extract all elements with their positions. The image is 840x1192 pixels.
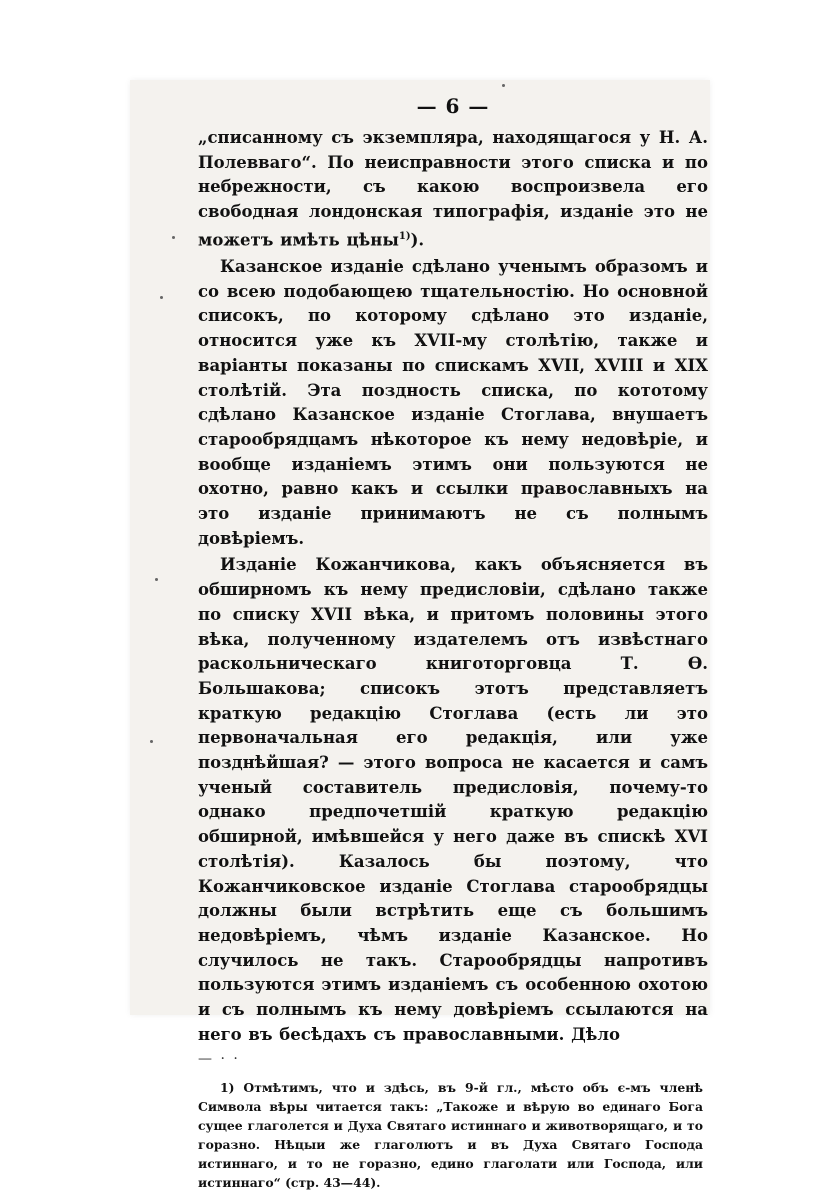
footnote <box>198 1078 703 1192</box>
document-page <box>198 92 708 1192</box>
scan-speck <box>155 578 158 581</box>
scan-speck <box>160 296 163 299</box>
page-number: — 6 — <box>416 94 490 118</box>
scan-speck <box>502 84 505 87</box>
footnote-reference: 1) <box>398 230 411 242</box>
cutoff-line: — · · <box>198 1050 240 1064</box>
paragraph-continuation: „списанному съ экземпляра, находящагося у Н. А. Полевваго“. По неисправности этого списка и по небрежности, съ какою воспроизвела его свободная лондонская типографія, изданіе это не можетъ имѣть цѣны$^{1)}$). <box>198 128 708 250</box>
scan-speck <box>172 236 175 239</box>
scan-speck <box>150 740 153 743</box>
footnote-marker: 1) <box>220 1079 235 1095</box>
footnote-text: Отмѣтимъ, что и здѣсь, въ 9-й гл., мѣсто объ є-мъ членѣ Символа вѣры читается такъ: „Такоже и вѣрую во единаго Бога сущее глаголется и Духа Святаго истиннаго и животворящаго, и то горазно. Нѣцыи же глаголютъ и въ Духа Святаго Господа истиннаго, и то не горазно, едино глаголати или Господа, или истиннаго“ (стр. 43—44). <box>198 1079 703 1190</box>
paragraph-kozhanchikov-edition: Изданіе Кожанчикова, какъ объясняется въ обширномъ къ нему предисловіи, сдѣлано также по списку XVII вѣка, и притомъ половины этого вѣка, полученному издателемъ отъ извѣстнаго раскольническаго книготорговца Т. Ѳ. Большакова; списокъ этотъ представляетъ краткую редакцію Стоглава (есть ли это первоначальная его редакція, или уже позднѣйшая? — этого вопроса не касается и самъ ученый составитель предисловія, почему-то однако предпочетшій краткую редакцію обширной, имѣвшейся у него даже въ спискѣ XVI столѣтія). Казалось бы поэтому, что Кожанчиковское изданіе Стоглава старообрядцы должны были встрѣтить еще съ большимъ недовѣріемъ, чѣмъ изданіе Казанское. Но случилось не такъ. Старообрядцы напротивъ пользуются этимъ изданіемъ съ особенною охотою и съ полнымъ къ нему довѣріемъ ссылаются на него въ бесѣдахъ съ православными. Дѣло <box>198 555 708 1044</box>
paragraph-text: „списанному съ экземпляра, находящагося у Н. А. Полевваго“. По неисправности этого списка и по небрежности, съ какою воспроизвела его свободная лондонская типографія, изданіе это не можетъ имѣть цѣны <box>198 128 708 250</box>
paragraph-kazan-edition: Казанское изданіе сдѣлано ученымъ образомъ и со всею подобающею тщательностію. Но основной списокъ, по которому сдѣлано это изданіе, относится уже къ XVII-му столѣтію, также и варіанты показаны по спискамъ XVII, XVIII и XIX столѣтій. Эта поздность списка, по кототому сдѣлано Казанское изданіе Стоглава, внушаетъ старообрядцамъ нѣкоторое къ нему недовѣріе, и вообще изданіемъ этимъ они пользуются не охотно, равно какъ и ссылки православныхъ на это изданіе принимаютъ не съ полнымъ довѣріемъ. <box>198 257 708 548</box>
body-text <box>198 126 708 1064</box>
